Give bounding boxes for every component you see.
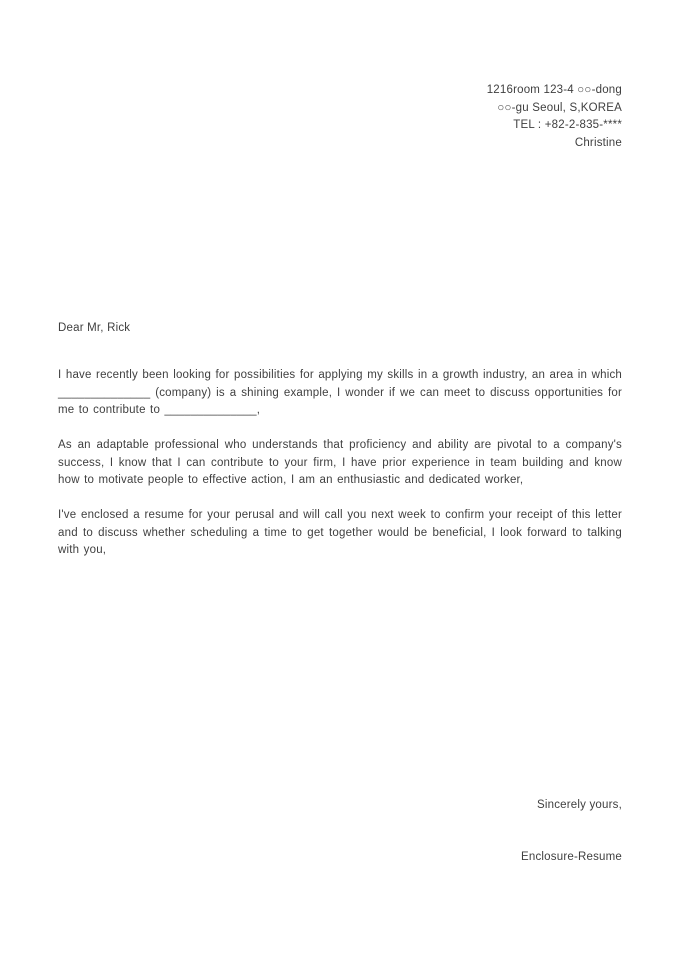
letter-paragraph-2: As an adaptable professional who understands that proficiency and ability are pivotal to a company's success, I know that I can contribute to your firm, I have prior experience in team building and know how to motivate people to effective action, I am an enthusiastic and dedicated worker,: [58, 439, 622, 486]
signoff: Sincerely yours,: [536, 799, 622, 811]
sender-phone-line: TEL : +82-2-835-****: [513, 119, 622, 131]
salutation: Dear Mr, Rick: [58, 322, 131, 334]
letter-paragraph-1: I have recently been looking for possibilities for applying my skills in a growth industry, an area in which ______________ (company) is a shining example, I wonder if we can meet to discuss opportunities for me to contribute to ______________,: [58, 369, 622, 416]
letter-body: [58, 367, 622, 577]
sender-address-block: [487, 82, 622, 152]
enclosure-note: Enclosure-Resume: [521, 851, 622, 863]
letter-paragraph-3: I've enclosed a resume for your perusal and will call you next week to confirm your receipt of this letter and to discuss whether scheduling a time to get together would be beneficial, I look forward to talking with you,: [58, 509, 622, 556]
sender-address-line-2: ○○-gu Seoul, S,KOREA: [497, 101, 622, 114]
sender-name: Christine: [574, 136, 622, 149]
sender-address-line-1: 1216room 123-4 ○○-dong: [486, 84, 622, 96]
